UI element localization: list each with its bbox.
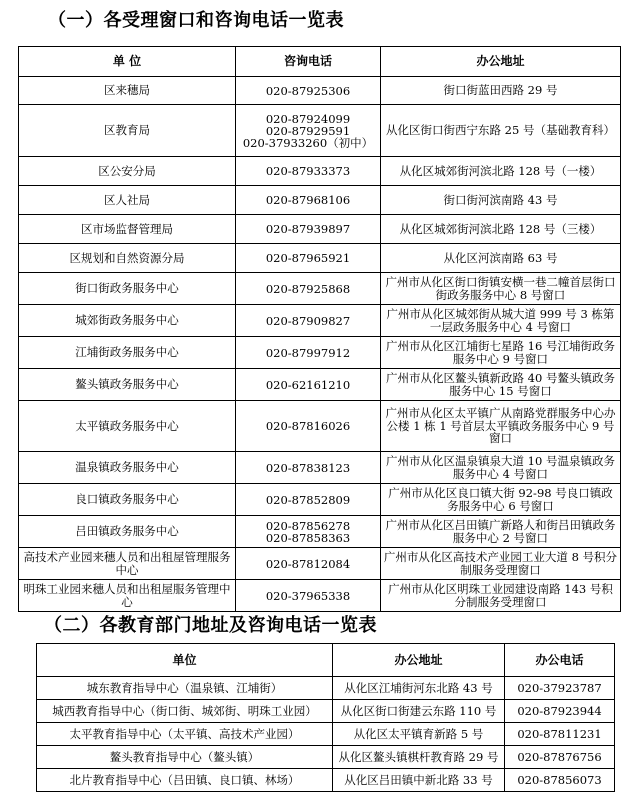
table-row: [37, 677, 615, 700]
phone-number: 020-87838123: [265, 460, 351, 475]
header-phone: 办公电话: [505, 644, 615, 677]
table-row: [19, 369, 621, 401]
section2-table: [36, 643, 615, 792]
address-cell: 从化区街口街建云东路 110 号: [333, 700, 505, 723]
unit-cell: 鳌头镇政务服务中心: [19, 369, 236, 401]
phone-number: 020-87968106: [265, 193, 351, 207]
phone-number: 020-87909827: [265, 313, 351, 328]
header-unit: 单 位: [19, 47, 236, 77]
unit-cell: 温泉镇政务服务中心: [19, 452, 236, 484]
phone-cell: [236, 516, 381, 548]
phone-cell: [236, 548, 381, 580]
table-row: [19, 548, 621, 580]
phone-cell: [236, 580, 381, 612]
phone-cell: [236, 369, 381, 401]
phone-number: 020-87856278: [265, 518, 351, 533]
address-cell: 广州市从化区太平镇广从南路党群服务中心办公楼 1 栋 1 号首层太平镇政务服务中心 9 号窗口: [381, 401, 621, 452]
phone-number: 020-87858363: [265, 530, 351, 545]
address-cell: 从化区太平镇育新路 5 号: [333, 723, 505, 746]
unit-cell: 街口街政务服务中心: [19, 273, 236, 305]
table-row: [19, 77, 621, 105]
phone-number: 020-87929591: [265, 123, 351, 138]
address-cell: 从化区鳌头镇棋杆教育路 29 号: [333, 746, 505, 769]
section1-header-row: [19, 47, 621, 77]
unit-cell: 高技术产业园来穗人员和出租屋管理服务中心: [19, 548, 236, 580]
phone-cell: [236, 215, 381, 244]
phone-cell: [236, 401, 381, 452]
table-row: [19, 273, 621, 305]
phone-cell: 020-87876756: [505, 746, 615, 769]
section2-header-row: [37, 644, 615, 677]
address-cell: 从化区城郊街河滨北路 128 号（一楼）: [381, 157, 621, 186]
table-row: [19, 516, 621, 548]
phone-number: 020-87925868: [265, 281, 351, 296]
table-row: [19, 401, 621, 452]
table-row: [19, 580, 621, 612]
unit-cell: 太平教育指导中心（太平镇、高技术产业园）: [37, 723, 333, 746]
section2-title: （二）各教育部门地址及咨询电话一览表: [44, 615, 377, 636]
address-cell: 广州市从化区江埔街七星路 16 号江埔街政务服务中心 9 号窗口: [381, 337, 621, 369]
table-row: [19, 337, 621, 369]
phone-cell: [236, 77, 381, 105]
address-cell: 广州市从化区街口街镇安横一巷二幢首层街口街政务服务中心 8 号窗口: [381, 273, 621, 305]
table-row: [37, 700, 615, 723]
phone-cell: [236, 484, 381, 516]
unit-cell: 良口镇政务服务中心: [19, 484, 236, 516]
address-cell: 从化区吕田镇中新北路 33 号: [333, 769, 505, 792]
section1-title: （一）各受理窗口和咨询电话一览表: [48, 10, 344, 31]
phone-cell: 020-37923787: [505, 677, 615, 700]
phone-number: 020-87933373: [265, 164, 351, 178]
table-row: [19, 157, 621, 186]
table-row: [19, 105, 621, 157]
address-cell: 街口街河滨南路 43 号: [381, 186, 621, 215]
address-cell: 广州市从化区温泉镇泉大道 10 号温泉镇政务服务中心 4 号窗口: [381, 452, 621, 484]
unit-cell: 明珠工业园来穗人员和出租屋服务管理中心: [19, 580, 236, 612]
phone-number: 020-37965338: [265, 588, 351, 603]
phone-number: 020-87939897: [265, 222, 351, 236]
header-address: 办公地址: [333, 644, 505, 677]
section1-table-body: [19, 77, 621, 612]
table-row: [37, 746, 615, 769]
table-row: [19, 452, 621, 484]
address-cell: 广州市从化区明珠工业园建设南路 143 号积分制服务受理窗口: [381, 580, 621, 612]
phone-cell: [236, 244, 381, 273]
unit-cell: 鳌头教育指导中心（鳌头镇）: [37, 746, 333, 769]
unit-cell: 区市场监督管理局: [19, 215, 236, 244]
section1-table: [18, 46, 621, 612]
unit-cell: 城郊街政务服务中心: [19, 305, 236, 337]
phone-cell: [236, 305, 381, 337]
phone-number: 020-87816026: [265, 419, 351, 433]
address-cell: 街口街蓝田西路 29 号: [381, 77, 621, 105]
address-cell: 广州市从化区城郊街从城大道 999 号 3 栋第一层政务服务中心 4 号窗口: [381, 305, 621, 337]
header-unit: 单位: [37, 644, 333, 677]
address-cell: 从化区城郊街河滨北路 128 号（三楼）: [381, 215, 621, 244]
table-row: [19, 244, 621, 273]
phone-number: 020-87997912: [265, 345, 351, 360]
unit-cell: 区教育局: [19, 105, 236, 157]
table-row: [37, 769, 615, 792]
table-row: [19, 215, 621, 244]
phone-cell: [236, 157, 381, 186]
address-cell: 从化区河滨南路 63 号: [381, 244, 621, 273]
unit-cell: 区规划和自然资源分局: [19, 244, 236, 273]
table-row: [19, 484, 621, 516]
unit-cell: 北片教育指导中心（吕田镇、良口镇、林场）: [37, 769, 333, 792]
phone-number: 020-87812084: [265, 556, 351, 571]
phone-number: 020-87965921: [265, 251, 351, 265]
unit-cell: 江埔街政务服务中心: [19, 337, 236, 369]
table-row: [19, 186, 621, 215]
phone-cell: [236, 186, 381, 215]
address-cell: 从化区江埔街河东北路 43 号: [333, 677, 505, 700]
unit-cell: 城西教育指导中心（街口街、城郊街、明珠工业园）: [37, 700, 333, 723]
phone-number: 020-62161210: [265, 377, 351, 392]
address-cell: 广州市从化区吕田镇广新路人和街吕田镇政务服务中心 2 号窗口: [381, 516, 621, 548]
table-row: [37, 723, 615, 746]
unit-cell: 太平镇政务服务中心: [19, 401, 236, 452]
section2-table-body: [37, 677, 615, 792]
address-cell: 广州市从化区高技术产业园工业大道 8 号积分制服务受理窗口: [381, 548, 621, 580]
phone-cell: 020-87811231: [505, 723, 615, 746]
header-phone: 咨询电话: [236, 47, 381, 77]
unit-cell: 城东教育指导中心（温泉镇、江埔街）: [37, 677, 333, 700]
unit-cell: 区来穗局: [19, 77, 236, 105]
phone-cell: [236, 452, 381, 484]
address-cell: 广州市从化区良口镇大街 92-98 号良口镇政务服务中心 6 号窗口: [381, 484, 621, 516]
phone-number: 020-37933260（初中）: [242, 135, 374, 150]
phone-number: 020-87852809: [265, 492, 351, 507]
address-cell: 从化区街口街西宁东路 25 号（基础教育科）: [381, 105, 621, 157]
phone-cell: 020-87856073: [505, 769, 615, 792]
header-address: 办公地址: [381, 47, 621, 77]
phone-cell: [236, 105, 381, 157]
phone-cell: 020-87923944: [505, 700, 615, 723]
unit-cell: 区人社局: [19, 186, 236, 215]
unit-cell: 区公安分局: [19, 157, 236, 186]
address-cell: 广州市从化区鳌头镇新政路 40 号鳌头镇政务服务中心 15 号窗口: [381, 369, 621, 401]
phone-cell: [236, 273, 381, 305]
phone-number: 020-87924099: [265, 111, 351, 126]
unit-cell: 吕田镇政务服务中心: [19, 516, 236, 548]
table-row: [19, 305, 621, 337]
phone-number: 020-87925306: [265, 83, 351, 98]
phone-cell: [236, 337, 381, 369]
